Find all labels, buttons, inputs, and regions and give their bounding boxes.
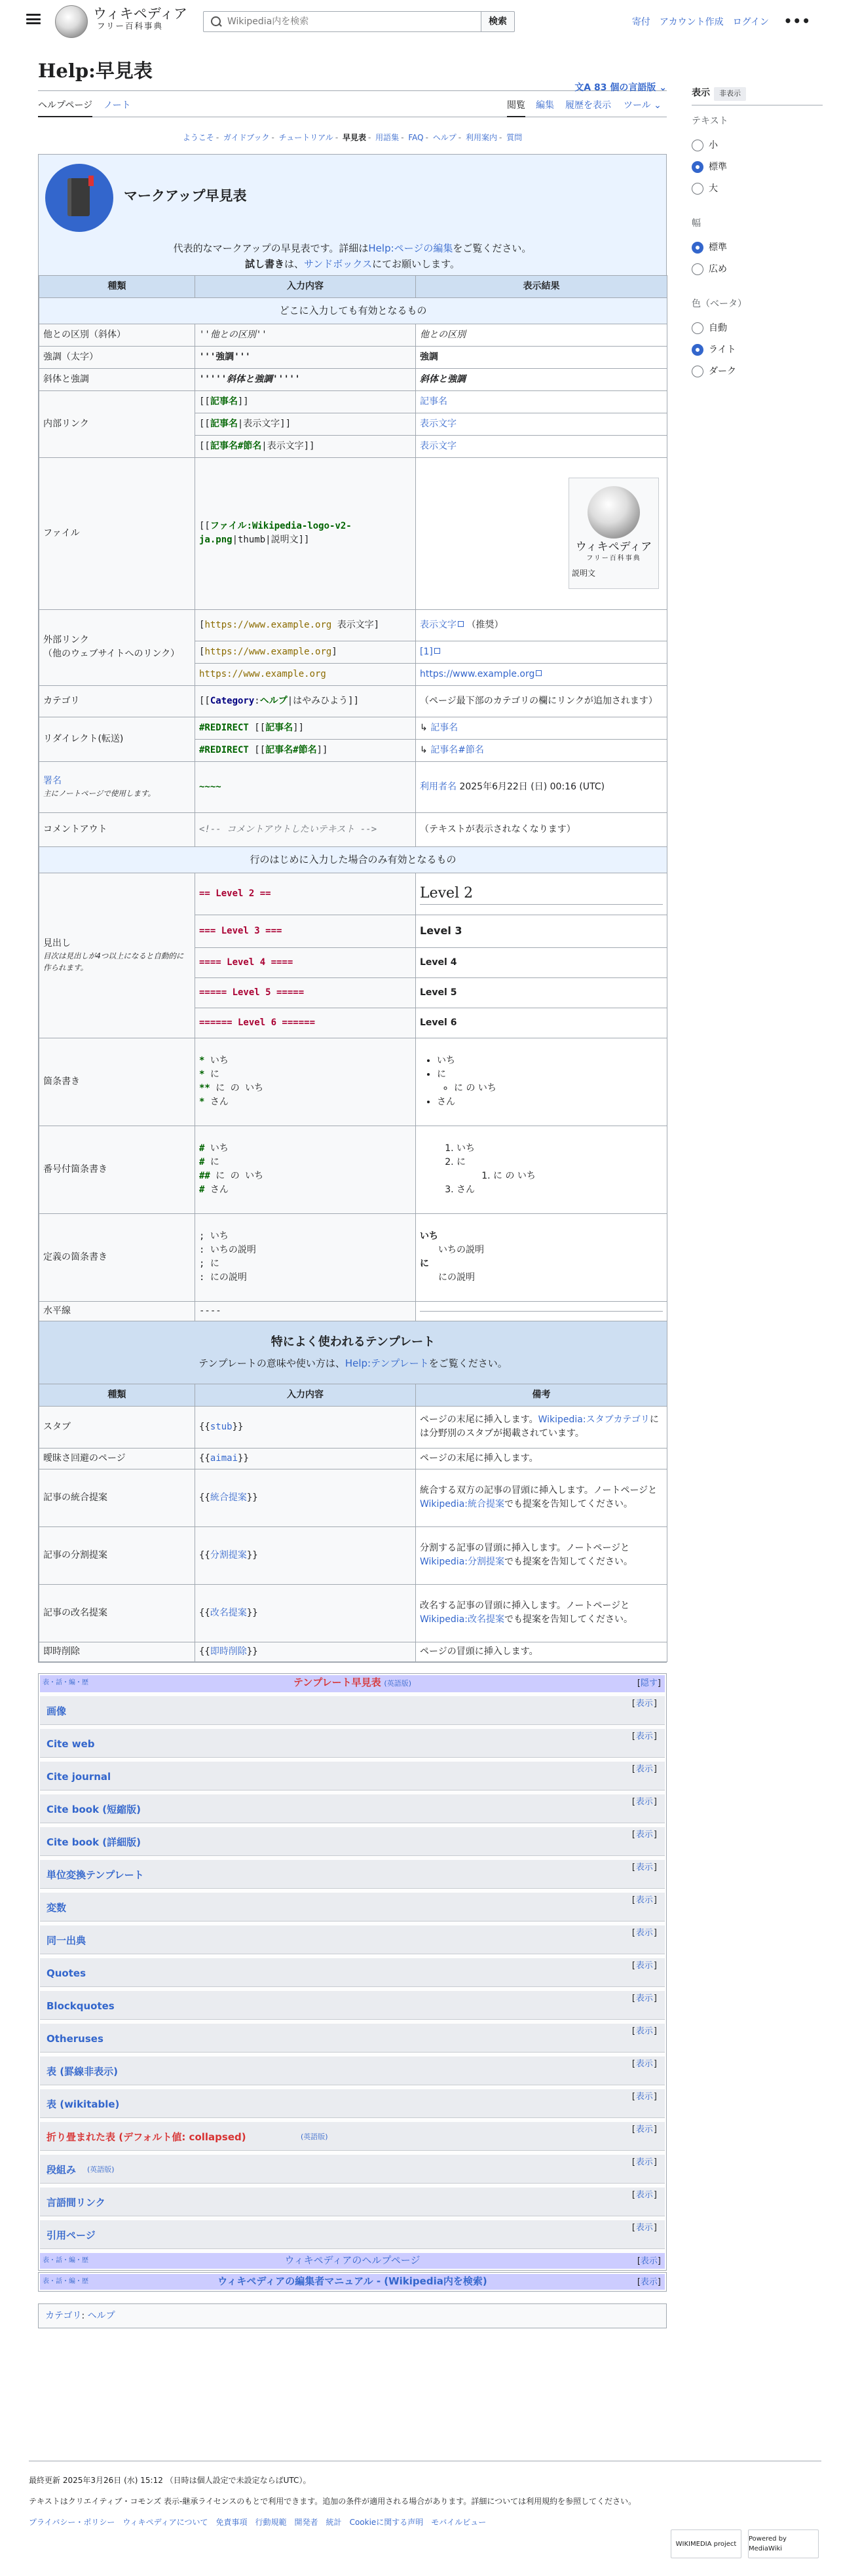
navbox-group-title[interactable]: 折り畳まれた表 (デフォルト値: collapsed) xyxy=(47,2131,246,2143)
row-result: 表示文字 （推奨） xyxy=(416,609,667,641)
row-result xyxy=(416,457,667,609)
navbox-group-title[interactable]: Cite book (短縮版) xyxy=(47,1803,141,1815)
manual-navbox-show[interactable]: [表示] xyxy=(637,2277,661,2287)
navbox-group-title[interactable]: 言語間リンク xyxy=(47,2196,105,2208)
wikipedia-logo-icon[interactable] xyxy=(55,5,88,38)
nav-item[interactable]: ようこそ xyxy=(182,132,214,142)
navbox-group xyxy=(40,2188,665,2216)
navbox-group-show[interactable]: [表示] xyxy=(631,1960,657,1971)
navbox-group xyxy=(40,1991,665,2020)
col-type: 種類 xyxy=(39,275,195,297)
markup-table xyxy=(39,275,667,1662)
navbox-group xyxy=(40,2155,665,2184)
row-label: 番号付箇条書き xyxy=(39,1126,195,1213)
navbox-group-title[interactable]: 単位変換テンプレート xyxy=(47,1868,144,1881)
language-count: 83 個の言語版 xyxy=(594,83,656,93)
search-button[interactable]: 検索 xyxy=(481,11,515,32)
row-input: [https://www.example.org] xyxy=(195,641,416,663)
tab-help-page[interactable]: ヘルプページ xyxy=(38,99,92,117)
row-result xyxy=(416,1301,667,1321)
nav-item[interactable]: ヘルプ xyxy=(432,132,457,142)
mediawiki-badge[interactable]: Powered by MediaWiki xyxy=(748,2529,819,2558)
last-updated: 最終更新 2025年3月26日 (水) 15:12 （日時は個人設定で未設定ならばUTC）。 xyxy=(29,2476,311,2485)
row-input: [[記事名#節名|表示文字]] xyxy=(195,435,416,457)
split-proposal-link[interactable]: Wikipedia:分割提案 xyxy=(420,1557,504,1568)
row-result: （ページ最下部のカテゴリの欄にリンクが追加されます） xyxy=(416,685,667,717)
navbox-group-show[interactable]: [表示] xyxy=(631,1829,657,1840)
col-result: 表示結果 xyxy=(416,275,667,297)
row-label: 記事の統合提案 xyxy=(39,1469,195,1526)
internal-link[interactable]: 表示文字 xyxy=(420,418,457,429)
table-row xyxy=(39,1126,667,1213)
appearance-heading: 表示 非表示 xyxy=(692,86,823,105)
row-input: [https://www.example.org 表示文字] xyxy=(195,609,416,641)
row-note: 改名する記事の冒頭に挿入します。ノートページとWikipedia:改名提案でも提案を告知してください。 xyxy=(416,1584,667,1642)
navbox-group-title[interactable]: Cite journal xyxy=(47,1770,111,1783)
main-menu-icon[interactable] xyxy=(26,12,41,26)
row-label: 箇条書き xyxy=(39,1038,195,1126)
col-input: 入力内容 xyxy=(195,1384,416,1406)
wordmark-tagline: フリー百科事典 xyxy=(97,21,164,31)
color-group xyxy=(692,297,823,383)
width-standard-option[interactable]: 標準 xyxy=(692,237,823,259)
page-tabs xyxy=(38,91,667,117)
nav-item[interactable]: 用語集 xyxy=(375,132,400,142)
row-label: 外部リンク （他のウェブサイトへのリンク） xyxy=(39,609,195,685)
navbox-group-sub[interactable]: (英語版) xyxy=(301,2132,328,2141)
table-row xyxy=(39,1038,667,1126)
navbox-group-title[interactable]: 画像 xyxy=(47,1705,67,1717)
text-small-option[interactable]: 小 xyxy=(692,135,823,157)
navbox-group-show[interactable]: [表示] xyxy=(631,2058,657,2069)
username-link[interactable]: 利用者名 xyxy=(420,781,457,792)
row-input: {{改名提案}} xyxy=(195,1584,416,1642)
redirect-link[interactable]: 記事名#節名 xyxy=(430,744,484,755)
row-input: <!-- コメントアウトしたいテキスト --> xyxy=(195,812,416,846)
external-link[interactable]: 表示文字 xyxy=(420,619,457,630)
row-label: 即時削除 xyxy=(39,1642,195,1661)
tab-tools[interactable]: ツール ⌄ xyxy=(624,100,662,111)
row-label: 他との区別（斜体） xyxy=(39,324,195,346)
row-note: ページの冒頭に挿入します。 xyxy=(416,1642,667,1661)
header-row xyxy=(39,275,667,297)
navbox-group xyxy=(40,1860,665,1889)
external-link-icon xyxy=(458,621,464,627)
row-result: 斜体と強調 xyxy=(416,368,667,390)
navbox-group-title[interactable]: 表 (wikitable) xyxy=(47,2098,120,2110)
search-box xyxy=(203,11,490,32)
help-navbox-vte[interactable]: 表・話・編・歴 xyxy=(43,2256,88,2264)
row-label: 署名 主にノートページで使用します。 xyxy=(39,761,195,812)
donate-link[interactable]: 寄付 xyxy=(631,17,650,28)
nav-item[interactable]: FAQ xyxy=(408,132,424,142)
templates-title: 特によく使われるテンプレート xyxy=(271,1335,436,1350)
col-note: 備考 xyxy=(416,1384,667,1406)
thumb-tagline: フリー百科事典 xyxy=(586,554,641,562)
row-label: カテゴリ xyxy=(39,685,195,717)
row-note: 統合する双方の記事の冒頭に挿入します。ノートページとWikipedia:統合提案でも提案を告知してください。 xyxy=(416,1469,667,1526)
category-box: カテゴリ: ヘルプ xyxy=(38,2303,667,2328)
manual-navbox-vte[interactable]: 表・話・編・歴 xyxy=(43,2277,88,2285)
thumb-caption: 説明文 xyxy=(572,568,596,578)
category-label[interactable]: カテゴリ xyxy=(45,2310,82,2321)
intro-text: 代表的なマークアップの早見表です。詳細は xyxy=(173,242,369,254)
row-input: ''他との区別'' xyxy=(195,324,416,346)
footer-link[interactable]: 開発者 xyxy=(294,2518,318,2527)
help-navbox-link[interactable]: ウィキペディアのヘルプページ xyxy=(284,2254,421,2266)
width-wide-option[interactable]: 広め xyxy=(692,259,823,280)
external-link[interactable]: [1] xyxy=(420,646,433,657)
navbox-group-title[interactable]: Otheruses xyxy=(47,2032,103,2045)
table-row xyxy=(39,1584,667,1642)
group-title: 色（ベータ） xyxy=(692,298,747,309)
templates-header xyxy=(39,1321,667,1384)
table-row xyxy=(39,324,667,346)
row-input: [[Category:ヘルプ|はやみひよう]] xyxy=(195,685,416,717)
navbox-title-sub[interactable]: (英語版) xyxy=(384,1678,412,1688)
row-label: 内部リンク xyxy=(39,390,195,457)
navbox-group-title[interactable]: 同一出典 xyxy=(47,1934,86,1946)
table-row xyxy=(39,1406,667,1448)
section-anywhere: どこに入力しても有効となるもの xyxy=(39,297,667,324)
row-input: {{即時削除}} xyxy=(195,1642,416,1661)
row-note: ページの末尾に挿入します。 xyxy=(416,1448,667,1469)
row-label: 曖昧さ回避のページ xyxy=(39,1448,195,1469)
width-group xyxy=(692,217,823,280)
internal-link[interactable]: 表示文字 xyxy=(420,440,457,451)
table-row xyxy=(39,1526,667,1584)
nav-item-current: 早見表 xyxy=(342,132,366,142)
navbox-group-show[interactable]: [表示] xyxy=(631,1895,657,1905)
navbox-group xyxy=(40,1696,665,1725)
category-link[interactable]: ヘルプ xyxy=(87,2310,115,2321)
row-result: いち いちの説明 に にの説明 xyxy=(416,1213,667,1301)
table-row xyxy=(39,873,667,915)
nav-item[interactable]: ガイドブック xyxy=(223,132,270,142)
navbox-group-show[interactable]: [表示] xyxy=(631,2189,657,2200)
col-type: 種類 xyxy=(39,1384,195,1406)
wikipedia-globe-icon xyxy=(588,486,640,539)
row-note: 分割する記事の冒頭に挿入します。ノートページとWikipedia:分割提案でも提案を告知してください。 xyxy=(416,1526,667,1584)
template-help-link[interactable]: Help:テンプレート xyxy=(345,1357,429,1370)
row-result: Level 2 xyxy=(416,873,667,915)
search-input[interactable] xyxy=(227,16,489,27)
navbox-title-text[interactable]: テンプレート早見表 xyxy=(293,1676,381,1688)
row-result: Level 4 xyxy=(416,947,667,977)
navbox-group xyxy=(40,2056,665,2085)
tab-edit[interactable]: 編集 xyxy=(536,100,554,111)
login-link[interactable]: ログイン xyxy=(732,17,769,28)
row-result: Level 3 xyxy=(416,915,667,947)
main-content xyxy=(38,43,667,2328)
table-row xyxy=(39,1301,667,1321)
navbox-group xyxy=(40,1794,665,1823)
row-label: ファイル xyxy=(39,457,195,609)
navbox-group xyxy=(40,1925,665,1954)
page-title: Help:早見表 xyxy=(38,60,153,82)
horizontal-rule xyxy=(420,1311,663,1312)
thumb-wordmark: ウィキペディア xyxy=(575,540,652,554)
manual-navbox-link[interactable]: ウィキペディアの編集者マニュアル - (Wikipedia内を検索) xyxy=(217,2275,487,2287)
row-result: ↳ 記事名 xyxy=(416,717,667,739)
cheatsheet-header xyxy=(39,155,666,275)
navbox-group-sub[interactable]: (英語版) xyxy=(87,2165,115,2174)
navbox-group-show[interactable]: [表示] xyxy=(631,2026,657,2036)
wordmark[interactable] xyxy=(93,7,187,31)
table-row xyxy=(39,1448,667,1469)
navbox-group-show[interactable]: [表示] xyxy=(631,2124,657,2134)
license-text: テキストはクリエイティブ・コモンズ 表示-継承ライセンスのもとで利用できます。追加の条件が適用される場合があります。詳細については利用規約を参照してください。 xyxy=(29,2497,637,2506)
footer-link[interactable]: Cookieに関する声明 xyxy=(349,2518,424,2527)
color-dark-option[interactable]: ダーク xyxy=(692,361,823,383)
navbox-group xyxy=(40,2089,665,2118)
manual-navbox xyxy=(38,2272,667,2292)
table-row xyxy=(39,457,667,609)
row-note: ページの末尾に挿入します。Wikipedia:スタブカテゴリには分野別のスタブが掲載されています。 xyxy=(416,1406,667,1448)
section-line-start: 行のはじめに入力した場合のみ有効となるもの xyxy=(39,846,667,873)
row-label: 斜体と強調 xyxy=(39,368,195,390)
nav-item[interactable]: 質問 xyxy=(506,132,523,142)
navbox-group-show[interactable]: [表示] xyxy=(631,1993,657,2003)
row-label: リダイレクト(転送) xyxy=(39,717,195,761)
row-result: 利用者名 2025年6月22日 (日) 00:16 (UTC) xyxy=(416,761,667,812)
rename-proposal-link[interactable]: Wikipedia:改名提案 xyxy=(420,1614,504,1625)
row-input: [[記事名|表示文字]] xyxy=(195,413,416,435)
table-row xyxy=(39,761,667,812)
intro-text: は、 xyxy=(284,257,305,270)
row-input: [[ファイル:Wikipedia-logo-v2-ja.png|thumb|説明文]] xyxy=(195,457,416,609)
row-input: {{stub}} xyxy=(195,1406,416,1448)
row-label: コメントアウト xyxy=(39,812,195,846)
templates-subtitle: テンプレートの意味や使い方は、Help:テンプレートをご覧ください。 xyxy=(198,1357,508,1370)
create-account-link[interactable]: アカウント作成 xyxy=(659,17,724,28)
tools-label: ツール xyxy=(624,100,651,111)
navbox-group xyxy=(40,2024,665,2053)
group-title: 幅 xyxy=(692,218,701,229)
navbox-hide-toggle[interactable]: [隠す] xyxy=(637,1678,661,1688)
row-label: 定義の箇条書き xyxy=(39,1213,195,1301)
footer-link[interactable]: 統計 xyxy=(326,2518,342,2527)
footer-link[interactable]: プライバシー・ポリシー xyxy=(29,2518,115,2527)
table-row xyxy=(39,609,667,641)
footer-link[interactable]: 行動規範 xyxy=(255,2518,287,2527)
navbox-group xyxy=(40,1729,665,1758)
intro-text: にてお願いします。 xyxy=(372,257,460,270)
navbox-group-title[interactable]: Blockquotes xyxy=(47,1999,115,2012)
footer-link[interactable]: 免責事項 xyxy=(215,2518,248,2527)
book-icon xyxy=(45,164,113,232)
row-input: https://www.example.org xyxy=(195,663,416,685)
navbox-group-title[interactable]: Cite book (詳細版) xyxy=(47,1836,141,1848)
table-row xyxy=(39,685,667,717)
row-input: # いち # に ## に の いち # さん xyxy=(195,1126,416,1213)
more-options-icon[interactable]: ••• xyxy=(783,13,811,29)
row-label: スタブ xyxy=(39,1406,195,1448)
language-button[interactable]: 文A 83 個の言語版 ⌄ xyxy=(574,83,667,93)
template-link[interactable]: 即時削除 xyxy=(210,1646,247,1657)
search-icon xyxy=(210,16,222,28)
navbox-group-title[interactable]: 変数 xyxy=(47,1901,67,1914)
row-input: ; いち : いちの説明 ; に : にの説明 xyxy=(195,1213,416,1301)
row-input: #REDIRECT [[記事名]] xyxy=(195,717,416,739)
col-input: 入力内容 xyxy=(195,275,416,297)
row-input: {{aimai}} xyxy=(195,1448,416,1469)
external-link-icon xyxy=(536,670,542,676)
tab-read[interactable]: 閲覧 xyxy=(507,99,525,117)
text-large-option[interactable]: 大 xyxy=(692,178,823,200)
user-links xyxy=(623,16,769,29)
row-label: 強調（太字） xyxy=(39,346,195,368)
row-result: Level 6 xyxy=(416,1008,667,1038)
row-input: '''強調''' xyxy=(195,346,416,368)
row-input: ====== Level 6 ====== xyxy=(195,1008,416,1038)
table-row xyxy=(39,1469,667,1526)
nav-item[interactable]: チュートリアル xyxy=(278,132,333,142)
help-navbar: ようこそ - ガイドブック - チュートリアル - 早見表 - 用語集 - FAQ - ヘルプ - 利用案内 - 質問 xyxy=(182,132,523,142)
tab-history[interactable]: 履歴を表示 xyxy=(565,100,611,111)
row-result: 強調 xyxy=(416,346,667,368)
template-link[interactable]: stub xyxy=(210,1421,233,1432)
row-label: 見出し 目次は見出しが4つ以上になると自動的に作られます。 xyxy=(39,873,195,1038)
navbox-group-title[interactable]: 表 (罫線非表示) xyxy=(47,2065,118,2077)
navbox-group-show[interactable]: [表示] xyxy=(631,2091,657,2102)
row-input: {{統合提案}} xyxy=(195,1469,416,1526)
row-input: [[記事名]] xyxy=(195,390,416,413)
row-result xyxy=(416,663,667,685)
row-input: ==== Level 4 ==== xyxy=(195,947,416,977)
navbox-vte[interactable]: 表・話・編・歴 xyxy=(43,1678,88,1686)
merge-proposal-link[interactable]: Wikipedia:統合提案 xyxy=(420,1499,504,1510)
row-input: == Level 2 == xyxy=(195,873,416,915)
row-result: ↳ 記事名#節名 xyxy=(416,739,667,761)
table-row xyxy=(39,812,667,846)
help-navbox-show[interactable]: [表示] xyxy=(637,2256,661,2266)
row-input: '''''斜体と強調''''' xyxy=(195,368,416,390)
file-thumbnail[interactable] xyxy=(569,478,659,589)
navbox-group xyxy=(40,1827,665,1856)
row-result: Level 5 xyxy=(416,977,667,1008)
row-result: （テキストが表示されなくなります） xyxy=(416,812,667,846)
page-footer xyxy=(29,2461,821,2552)
cheatsheet xyxy=(38,154,667,1663)
help-navbox-title xyxy=(40,2253,665,2269)
manual-navbox-title xyxy=(40,2274,665,2290)
navbox-group-show[interactable]: [表示] xyxy=(631,1862,657,1872)
navbox-group xyxy=(40,1893,665,1922)
site-header xyxy=(0,0,841,43)
sandbox-link[interactable]: サンドボックス xyxy=(304,257,373,270)
navbox-group-show[interactable]: [表示] xyxy=(631,1764,657,1774)
navbox-group-title[interactable]: Quotes xyxy=(47,1967,86,1979)
row-result: 他との区別 xyxy=(416,324,667,346)
navbox-group-title[interactable]: 引用ページ xyxy=(47,2229,96,2241)
text-standard-option[interactable]: 標準 xyxy=(692,157,823,178)
external-link-icon xyxy=(434,648,440,654)
row-input: {{分割提案}} xyxy=(195,1526,416,1584)
cheatsheet-title: マークアップ早見表 xyxy=(124,187,247,204)
row-label: 水平線 xyxy=(39,1301,195,1321)
edit-help-link[interactable]: Help:ページの編集 xyxy=(368,242,453,254)
row-result: 1. いち 2. に 1. に の いち 3. さん xyxy=(416,1126,667,1213)
navbox-groups xyxy=(40,1696,665,2249)
row-result xyxy=(416,641,667,663)
navbox-group-show[interactable]: [表示] xyxy=(631,1698,657,1709)
footer-links xyxy=(29,2516,821,2528)
row-label: 記事の改名提案 xyxy=(39,1584,195,1642)
external-link[interactable]: https://www.example.org xyxy=(420,668,535,679)
navbox-title xyxy=(40,1675,665,1692)
row-input: #REDIRECT [[記事名#節名]] xyxy=(195,739,416,761)
row-input: * いち * に ** に の いち * さん xyxy=(195,1038,416,1126)
internal-link[interactable]: 記事名 xyxy=(420,396,447,407)
nav-item[interactable]: 利用案内 xyxy=(465,132,497,142)
navbox-group-show[interactable]: [表示] xyxy=(631,2157,657,2167)
table-row xyxy=(39,368,667,390)
table-row xyxy=(39,390,667,413)
navbox-group xyxy=(40,1762,665,1790)
navbox-group xyxy=(40,2220,665,2249)
navbox-group-show[interactable]: [表示] xyxy=(631,2222,657,2233)
footer-link[interactable]: モバイルビュー xyxy=(431,2518,487,2527)
color-light-option[interactable]: ライト xyxy=(692,339,823,361)
row-result: • いち • に ◦ に の いち • さん xyxy=(416,1038,667,1126)
row-result xyxy=(416,390,667,413)
template-link[interactable]: 分割提案 xyxy=(210,1549,247,1561)
navbox-group-show[interactable]: [表示] xyxy=(631,1796,657,1807)
footer-link[interactable]: ウィキペディアについて xyxy=(122,2518,208,2527)
appearance-sidebar xyxy=(692,86,823,400)
navbox-group-title[interactable]: 段組み xyxy=(47,2163,77,2176)
template-link[interactable]: 統合提案 xyxy=(210,1492,247,1503)
navbox-group-show[interactable]: [表示] xyxy=(631,1731,657,1741)
table-row xyxy=(39,346,667,368)
signature-help-link[interactable]: 署名 xyxy=(43,776,62,787)
redirect-link[interactable]: 記事名 xyxy=(430,722,458,733)
table-row xyxy=(39,1213,667,1301)
row-label: 記事の分割提案 xyxy=(39,1526,195,1584)
navbox-group-title[interactable]: Cite web xyxy=(47,1737,95,1750)
template-link[interactable]: aimai xyxy=(210,1452,238,1464)
intro-bold: 試し書き xyxy=(245,257,285,270)
row-input: ===== Level 5 ===== xyxy=(195,977,416,1008)
wordmark-title: ウィキペディア xyxy=(93,6,188,22)
intro-line-2 xyxy=(39,257,666,272)
intro-text: をご覧ください。 xyxy=(453,242,532,254)
row-result xyxy=(416,435,667,457)
template-link[interactable]: 改名提案 xyxy=(210,1607,247,1618)
row-input: === Level 3 === xyxy=(195,915,416,947)
table-row xyxy=(39,717,667,739)
table-row xyxy=(39,1642,667,1661)
navbox-group xyxy=(40,2122,665,2151)
row-input: ~~~~ xyxy=(195,761,416,812)
header-row xyxy=(39,1384,667,1406)
intro-line-1 xyxy=(39,241,666,256)
navbox-group xyxy=(40,1958,665,1987)
text-size-group xyxy=(692,115,823,200)
wikimedia-badge[interactable]: WIKIMEDIA project xyxy=(671,2529,741,2558)
color-auto-option[interactable]: 自動 xyxy=(692,318,823,339)
group-title: テキスト xyxy=(692,115,728,126)
tab-note[interactable]: ノート xyxy=(103,100,131,111)
row-input: ---- xyxy=(195,1301,416,1321)
hide-sidebar-button[interactable]: 非表示 xyxy=(714,87,746,101)
navbox-group-show[interactable]: [表示] xyxy=(631,1927,657,1938)
stub-category-link[interactable]: Wikipedia:スタブカテゴリ xyxy=(538,1414,650,1426)
template-navbox xyxy=(38,1673,667,2271)
row-result xyxy=(416,413,667,435)
